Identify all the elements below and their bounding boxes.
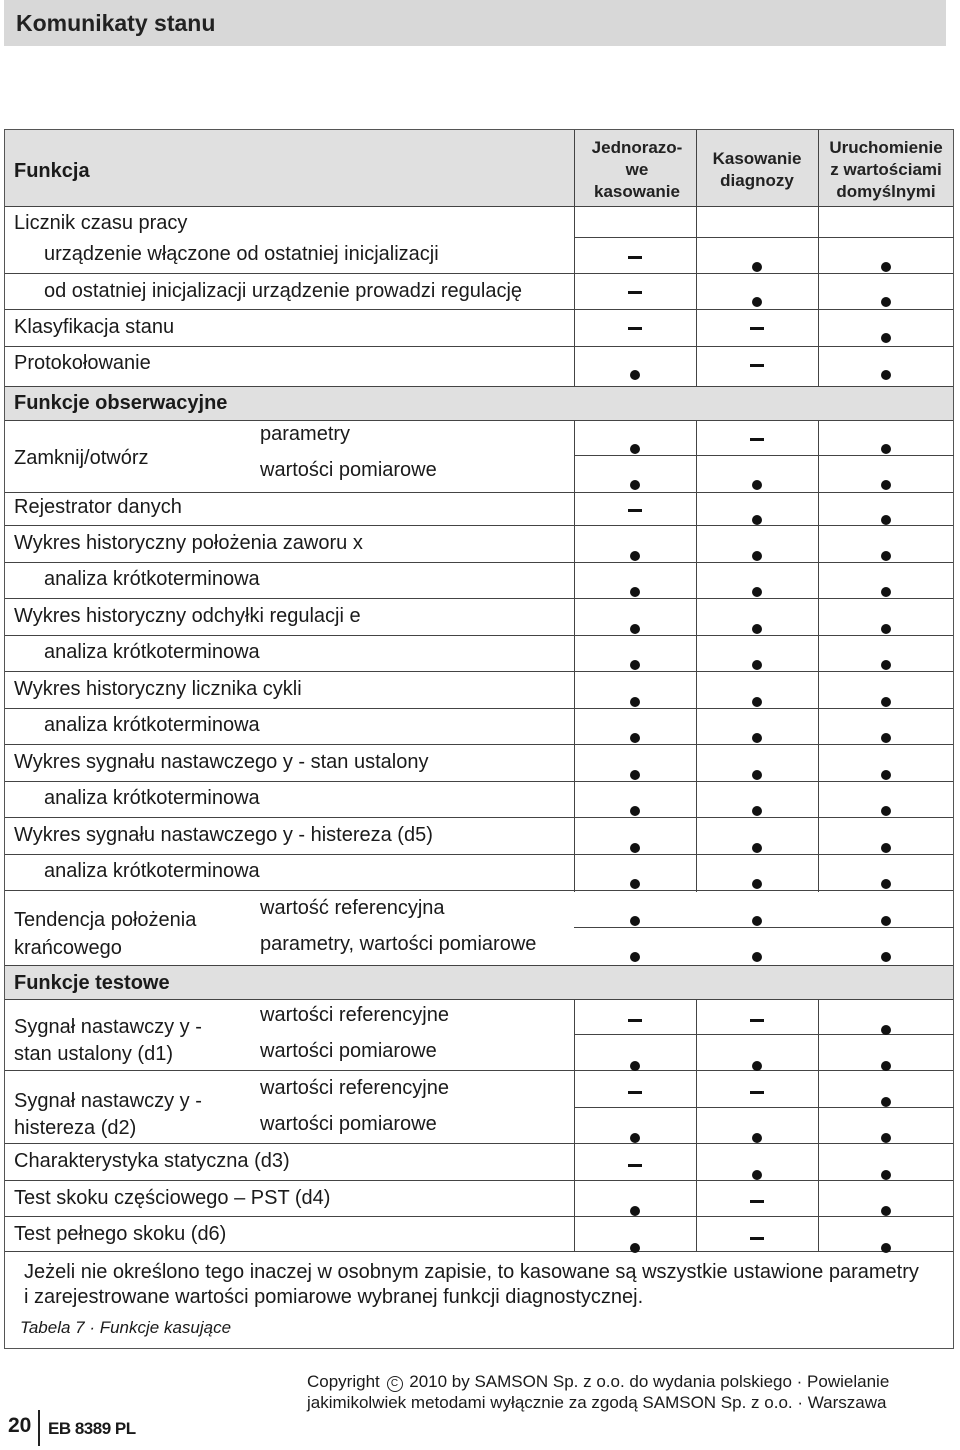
reset-yes-dot: [630, 843, 640, 853]
section-title-observation: Funkcje obserwacyjne: [14, 392, 228, 414]
reset-no-dash: [628, 1091, 642, 1094]
reset-yes-dot: [752, 587, 762, 597]
row-label: analiza krótkoterminowa: [44, 860, 260, 882]
reset-yes-dot: [752, 770, 762, 780]
reset-yes-dot: [881, 697, 891, 707]
column-header-diagnosis-reset: Kasowanie diagnozy: [712, 149, 802, 190]
reset-yes-dot: [881, 879, 891, 889]
reset-yes-dot: [881, 444, 891, 454]
copyright-text: 2010 by SAMSON Sp. z o.o. do wydania polskiego · Powielanie: [409, 1372, 890, 1391]
reset-yes-dot: [752, 262, 762, 272]
table-rule: [5, 1251, 953, 1252]
row-rule: [5, 562, 953, 563]
reset-yes-dot: [630, 1243, 640, 1253]
reset-yes-dot: [630, 770, 640, 780]
row-rule: [5, 671, 953, 672]
column-rule: [696, 420, 697, 892]
row-label: Test pełnego skoku (d6): [14, 1223, 227, 1245]
page-title: Komunikaty stanu: [16, 10, 216, 36]
row-rule: [5, 854, 953, 855]
reset-yes-dot: [630, 697, 640, 707]
reset-yes-dot: [630, 624, 640, 634]
row-rule: [5, 525, 953, 526]
row-label: Klasyfikacja stanu: [14, 316, 175, 338]
reset-yes-dot: [630, 370, 640, 380]
column-header-default-start: Uruchomienie z wartościami domyślnymi: [829, 138, 943, 201]
table-rule: [5, 890, 953, 891]
reset-yes-dot: [752, 551, 762, 561]
reset-no-dash: [628, 291, 642, 294]
row-rule: [5, 1216, 953, 1217]
reset-no-dash: [628, 509, 642, 512]
reset-yes-dot: [752, 1061, 762, 1071]
table-rule: [5, 386, 953, 387]
row-sublabel: wartości referencyjne: [260, 1004, 449, 1026]
reset-yes-dot: [881, 515, 891, 525]
table-caption: Tabela 7 · Funkcje kasujące: [20, 1318, 232, 1337]
row-rule: [5, 781, 953, 782]
row-label: Wykres sygnału nastawczego y - histereza (d5): [14, 824, 433, 846]
row-label: Wykres historyczny licznika cykli: [14, 678, 302, 700]
row-label: Zamknij/otwórz: [14, 447, 149, 469]
row-sublabel: wartość referencyjna: [260, 897, 445, 919]
row-rule: [5, 273, 953, 274]
reset-yes-dot: [630, 1061, 640, 1071]
reset-yes-dot: [881, 262, 891, 272]
row-sublabel: wartości pomiarowe: [260, 1113, 437, 1135]
reset-yes-dot: [752, 879, 762, 889]
document-number: EB 8389 PL: [48, 1419, 136, 1438]
reset-yes-dot: [881, 1061, 891, 1071]
row-sublabel: wartości pomiarowe: [260, 459, 437, 481]
reset-yes-dot: [881, 480, 891, 490]
row-rule: [5, 817, 953, 818]
reset-yes-dot: [630, 587, 640, 597]
reset-yes-dot: [630, 733, 640, 743]
reset-yes-dot: [630, 551, 640, 561]
reset-yes-dot: [881, 770, 891, 780]
row-label: analiza krótkoterminowa: [44, 568, 260, 590]
reset-no-dash: [750, 327, 764, 330]
reset-yes-dot: [881, 843, 891, 853]
reset-yes-dot: [630, 916, 640, 926]
reset-yes-dot: [752, 1170, 762, 1180]
column-rule: [818, 999, 819, 1251]
footer-divider: [38, 1410, 40, 1446]
row-label: analiza krótkoterminowa: [44, 641, 260, 663]
row-label: urządzenie włączone od ostatniej inicjalizacji: [44, 243, 439, 265]
row-label: Charakterystyka statyczna (d3): [14, 1150, 290, 1172]
reset-yes-dot: [881, 624, 891, 634]
reset-no-dash: [750, 1019, 764, 1022]
row-rule: [5, 635, 953, 636]
row-label: Wykres historyczny odchyłki regulacji e: [14, 605, 361, 627]
row-sublabel: parametry, wartości pomiarowe: [260, 933, 537, 955]
table-rule: [5, 206, 953, 207]
reset-no-dash: [750, 1200, 764, 1203]
row-label: Sygnał nastawczy y - histereza (d2): [14, 1090, 202, 1139]
reset-yes-dot: [630, 952, 640, 962]
row-label: Wykres historyczny położenia zaworu x: [14, 532, 363, 554]
row-label: Sygnał nastawczy y - stan ustalony (d1): [14, 1016, 202, 1065]
row-rule: [574, 237, 954, 238]
reset-yes-dot: [881, 1025, 891, 1035]
copyright-icon: C: [387, 1376, 403, 1392]
column-rule: [818, 420, 819, 892]
reset-yes-dot: [881, 1097, 891, 1107]
column-rule: [818, 130, 819, 386]
reset-no-dash: [750, 1091, 764, 1094]
row-label: od ostatniej inicjalizacji urządzenie prowadzi regulację: [44, 280, 523, 302]
reset-yes-dot: [752, 660, 762, 670]
column-rule: [574, 999, 575, 1251]
reset-no-dash: [750, 438, 764, 441]
row-rule: [5, 744, 953, 745]
reset-yes-dot: [881, 587, 891, 597]
row-label: Wykres sygnału nastawczego y - stan ustalony: [14, 751, 429, 773]
reset-no-dash: [628, 1164, 642, 1167]
row-rule: [5, 708, 953, 709]
reset-yes-dot: [881, 297, 891, 307]
row-rule: [5, 1070, 953, 1071]
reset-yes-dot: [752, 916, 762, 926]
reset-yes-dot: [881, 806, 891, 816]
reset-yes-dot: [881, 1243, 891, 1253]
sub-row-rule: [574, 927, 954, 928]
row-sublabel: wartości pomiarowe: [260, 1040, 437, 1062]
reset-yes-dot: [752, 697, 762, 707]
table-rule: [5, 420, 953, 421]
reset-no-dash: [750, 364, 764, 367]
column-rule: [696, 999, 697, 1251]
sub-row-rule: [574, 1107, 954, 1108]
reset-yes-dot: [881, 551, 891, 561]
table-rule: [5, 965, 953, 966]
reset-yes-dot: [752, 1133, 762, 1143]
reset-yes-dot: [881, 1133, 891, 1143]
row-label: analiza krótkoterminowa: [44, 787, 260, 809]
reset-yes-dot: [752, 733, 762, 743]
reset-yes-dot: [630, 444, 640, 454]
reset-yes-dot: [630, 806, 640, 816]
row-label: Licznik czasu pracy: [14, 212, 188, 234]
row-rule: [5, 346, 953, 347]
reset-yes-dot: [881, 1170, 891, 1180]
reset-yes-dot: [630, 480, 640, 490]
copyright-line-2: jakimikolwiek metodami wyłącznie za zgodą SAMSON Sp. z o.o. · Warszawa: [307, 1393, 887, 1412]
column-rule: [574, 130, 575, 206]
reset-yes-dot: [881, 660, 891, 670]
row-label: Rejestrator danych: [14, 496, 182, 518]
reset-yes-dot: [630, 879, 640, 889]
row-rule: [5, 309, 953, 310]
reset-no-dash: [628, 327, 642, 330]
sub-row-rule: [574, 1034, 954, 1035]
table-rule: [5, 999, 953, 1000]
reset-yes-dot: [752, 952, 762, 962]
row-label: Protokołowanie: [14, 352, 151, 374]
column-header-one-time-reset: Jednorazo- we kasowanie: [591, 138, 683, 201]
reset-yes-dot: [630, 1133, 640, 1143]
reset-yes-dot: [881, 333, 891, 343]
section-title-tests: Funkcje testowe: [14, 972, 170, 994]
row-label: Tendencja położenia krańcowego: [14, 909, 197, 959]
reset-yes-dot: [752, 480, 762, 490]
row-label: analiza krótkoterminowa: [44, 714, 260, 736]
reset-yes-dot: [881, 1206, 891, 1216]
reset-yes-dot: [752, 624, 762, 634]
sub-row-rule: [574, 455, 954, 456]
row-label: Test skoku częściowego – PST (d4): [14, 1187, 331, 1209]
reset-yes-dot: [881, 370, 891, 380]
reset-yes-dot: [881, 733, 891, 743]
row-rule: [5, 598, 953, 599]
row-sublabel: wartości referencyjne: [260, 1077, 449, 1099]
reset-yes-dot: [752, 297, 762, 307]
reset-yes-dot: [630, 1206, 640, 1216]
column-rule: [574, 420, 575, 892]
reset-no-dash: [750, 1237, 764, 1240]
reset-yes-dot: [752, 843, 762, 853]
reset-no-dash: [628, 1019, 642, 1022]
reset-no-dash: [628, 256, 642, 259]
reset-yes-dot: [881, 952, 891, 962]
copyright-prefix: Copyright: [307, 1372, 380, 1391]
reset-yes-dot: [881, 916, 891, 926]
copyright-line-1: [307, 1371, 889, 1392]
reset-yes-dot: [630, 660, 640, 670]
row-sublabel: parametry: [260, 423, 351, 445]
row-rule: [5, 492, 953, 493]
column-header-function: Funkcja: [14, 160, 90, 182]
reset-yes-dot: [752, 515, 762, 525]
page-number: 20: [8, 1414, 32, 1437]
table-note: Jeżeli nie określono tego inaczej w osobnym zapisie, to kasowane są wszystkie ustawione parametry i zarejestrowane wartości pomiarowe wybranej funkcji diagnostycznej.: [24, 1261, 919, 1308]
reset-yes-dot: [752, 806, 762, 816]
row-rule: [5, 1143, 953, 1144]
column-rule: [696, 130, 697, 386]
column-rule: [574, 206, 575, 386]
row-rule: [5, 1180, 953, 1181]
